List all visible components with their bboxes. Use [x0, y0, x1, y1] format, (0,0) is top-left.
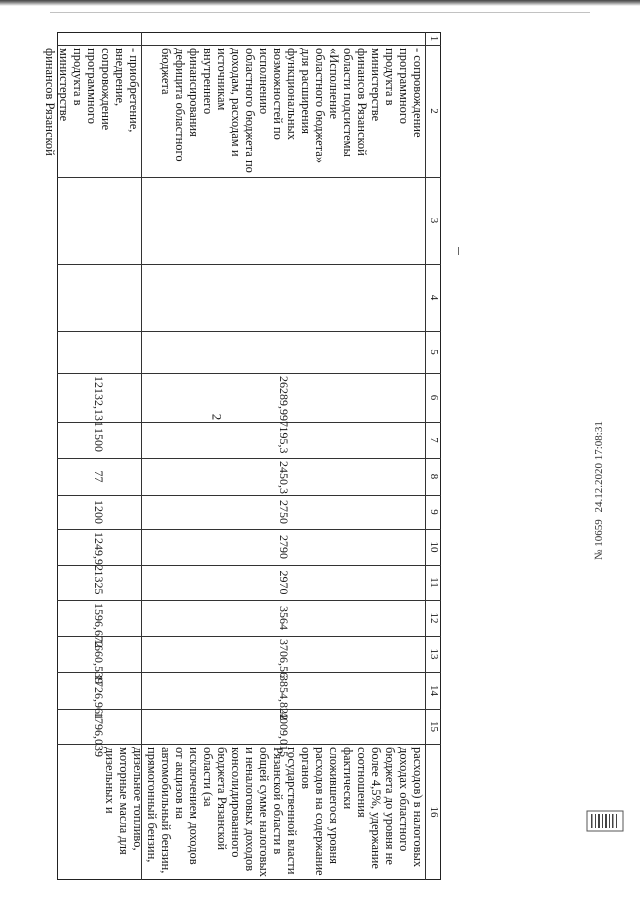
barcode-stamp-icon — [586, 810, 624, 832]
row1-col13: 3706,56 — [277, 639, 291, 678]
page-number: 2 — [209, 413, 225, 421]
col-line — [57, 373, 441, 374]
header-col-15: 15 — [428, 721, 440, 732]
row1-col10: 2790 — [277, 535, 291, 559]
header-col-16: 16 — [428, 806, 440, 818]
header-col-6: 6 — [428, 394, 440, 401]
header-col-1: 1 — [428, 35, 440, 42]
row1-col6: 26289,997 — [277, 376, 291, 427]
row2-col14: 1726,961 — [92, 675, 106, 720]
header-col-8: 8 — [428, 473, 440, 480]
row2-col13: 1660,539 — [92, 639, 106, 684]
col-line — [57, 264, 441, 265]
row1-description: - сопровождение программного продукта в министерстве финансов Рязанской области подсистемы «Исполнение областного бюджета» для расширения функциональных возможностей по исполнению областного бюджета по доходам, расходам и источникам внутреннего финансирования дефицита областного бюджета — [159, 48, 425, 173]
scan-speck — [458, 247, 459, 255]
col-line — [57, 600, 441, 601]
rotated-table — [43, 32, 441, 880]
row1-col11: 2970 — [277, 570, 291, 595]
row2-description: - приобретение, внедрение, сопровождение программного продукта в министерстве финансов Рязанской — [43, 48, 141, 156]
doc-timestamp: 24.12.2020 17:08:31 — [593, 421, 605, 513]
col-line — [57, 495, 441, 496]
col-line — [57, 331, 441, 332]
header-col-3: 3 — [428, 217, 440, 224]
row1-col9: 2750 — [277, 500, 291, 524]
row1-col7: 195,3 — [277, 426, 291, 454]
row2-col11: 1325 — [92, 570, 106, 595]
header-col-11: 11 — [428, 577, 440, 588]
col-line — [57, 672, 441, 673]
row1-col15: 4009,015 — [277, 712, 291, 757]
header-col-4: 4 — [428, 294, 440, 301]
registration-footer — [593, 417, 605, 560]
row2-col9: 1200 — [92, 500, 106, 524]
doc-number: № 10659 — [593, 519, 605, 560]
col-line — [57, 422, 441, 423]
row2-col10: 1249,92 — [92, 532, 106, 571]
header-col-10: 10 — [428, 541, 440, 553]
col-line — [57, 177, 441, 178]
header-separator — [425, 32, 426, 880]
header-col-12: 12 — [428, 612, 440, 624]
header-col-2: 2 — [428, 108, 440, 114]
row2-col15: 1796,039 — [92, 712, 106, 757]
document-table-area — [43, 32, 441, 880]
col-line — [57, 565, 441, 566]
row2-col8: 77 — [92, 470, 106, 483]
header-col-13: 13 — [428, 648, 440, 660]
col-line — [57, 458, 441, 459]
row1-col8: 2450,3 — [277, 461, 291, 494]
col-line — [57, 709, 441, 710]
header-col-5: 5 — [428, 349, 440, 355]
row1-col12: 3564 — [277, 606, 291, 630]
scan-artifact-line — [50, 12, 590, 13]
header-col-14: 14 — [428, 685, 440, 696]
header-col-7: 7 — [428, 437, 440, 443]
col-line — [57, 529, 441, 530]
row1-col14: 3854,822 — [277, 675, 291, 720]
row2-col6: 12132,131 — [92, 376, 106, 427]
col-line — [57, 636, 441, 637]
row2-col12: 1596,672 — [92, 603, 106, 648]
row2-col7: 1500 — [92, 428, 106, 452]
row1-indicator-text: расходов) в налоговых доходах областного бюджета до уровня не более 4,5%, удержание соотношения фактически сложившегося уровня расходов на содержание органов государственной власти Рязанской области в общей сумме налоговых и неналоговых доходов консолидированного бюджета Рязанской области (за исключением доходов от акцизов на автомобильный бензин, прямогонный бензин, дизельное топливо, моторные масла для дизельных и — [103, 747, 425, 878]
header-col-9: 9 — [428, 509, 440, 515]
scan-top-edge — [0, 0, 640, 6]
